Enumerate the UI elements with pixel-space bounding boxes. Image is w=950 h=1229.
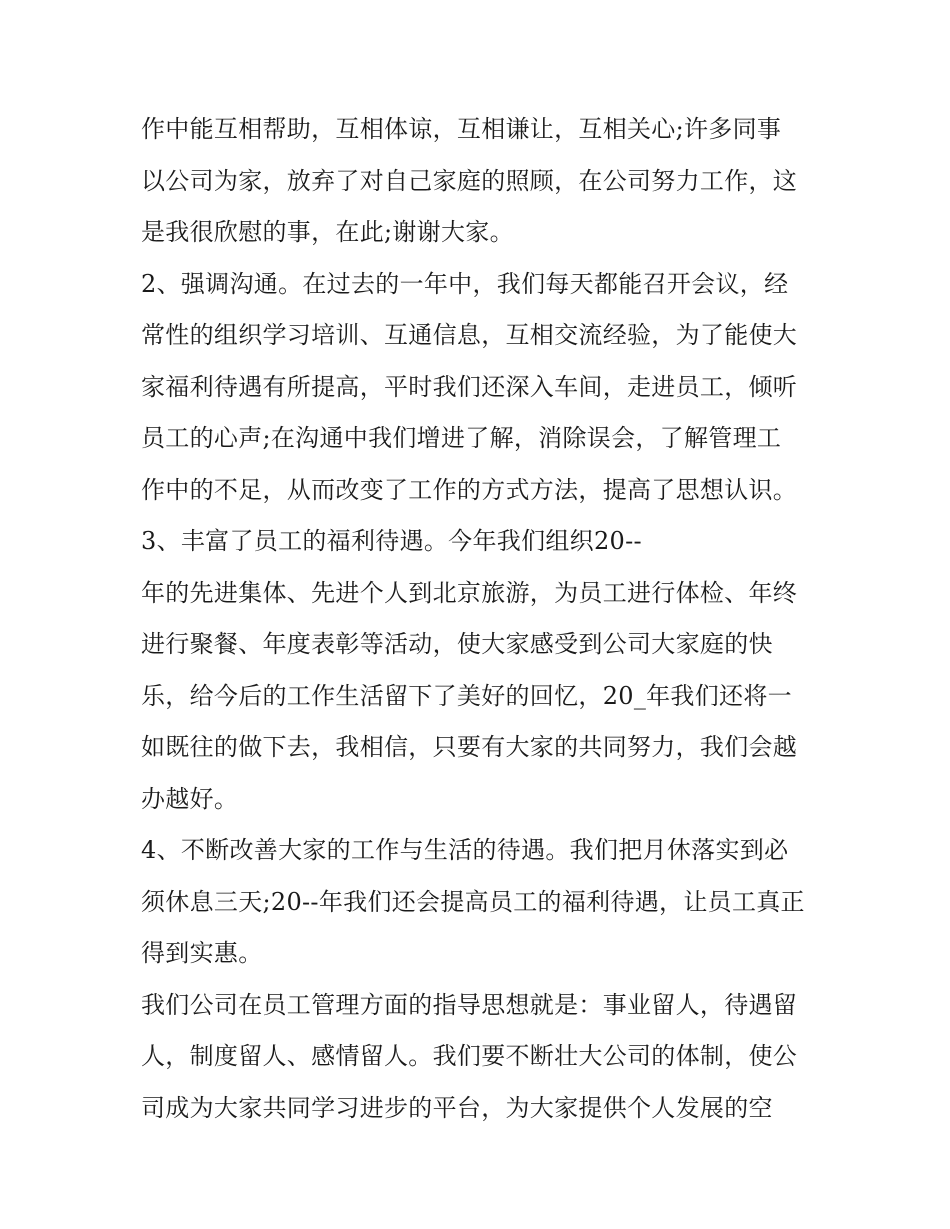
text-line: 是我很欣慰的事，在此;谢谢大家。 — [141, 218, 514, 246]
text-line: 常性的组织学习培训、互通信息，互相交流经验，为了能使大 — [141, 321, 798, 349]
text-line: 我们公司在员工管理方面的指导思想就是：事业留人，待遇留 — [141, 990, 798, 1019]
text-line: 如既往的做下去，我相信，只要有大家的共同努力，我们会越 — [141, 733, 798, 761]
text-line: 得到实惠。 — [141, 939, 263, 967]
text-line: 家福利待遇有所提高，平时我们还深入车间，走进员工，倾听 — [141, 372, 798, 401]
text-line: 办越好。 — [141, 784, 239, 813]
text-line: 年的先进集体、先进个人到北京旅游，为员工进行体检、年终 — [141, 578, 798, 607]
text-line: 作中能互相帮助，互相体谅，互相谦让，互相关心;许多同事 — [141, 115, 782, 143]
text-line: 4、不断改善大家的工作与生活的待遇。我们把月休落实到必 — [141, 836, 789, 864]
text-line: 进行聚餐、年度表彰等活动，使大家感受到公司大家庭的快 — [141, 630, 773, 658]
text-line: 人，制度留人、感情留人。我们要不断壮大公司的体制，使公 — [141, 1042, 798, 1070]
text-line: 员工的心声;在沟通中我们增进了解，消除误会，了解管理工 — [141, 424, 782, 452]
text-line: 司成为大家共同学习进步的平台，为大家提供个人发展的空 — [141, 1093, 773, 1122]
text-line: 以公司为家，放弃了对自己家庭的照顾，在公司努力工作，这 — [141, 166, 798, 195]
text-line: 3、丰富了员工的福利待遇。今年我们组织20-- — [141, 527, 642, 555]
text-line: 2、强调沟通。在过去的一年中，我们每天都能召开会议，经 — [141, 269, 789, 298]
document-body — [141, 104, 821, 1134]
text-line: 须休息三天;20--年我们还会提高员工的福利待遇，让员工真正 — [141, 887, 805, 916]
text-line: 乐，给今后的工作生活留下了美好的回忆，20_年我们还将一 — [141, 681, 792, 710]
text-line: 作中的不足，从而改变了工作的方式方法，提高了思想认识。 — [141, 475, 798, 504]
